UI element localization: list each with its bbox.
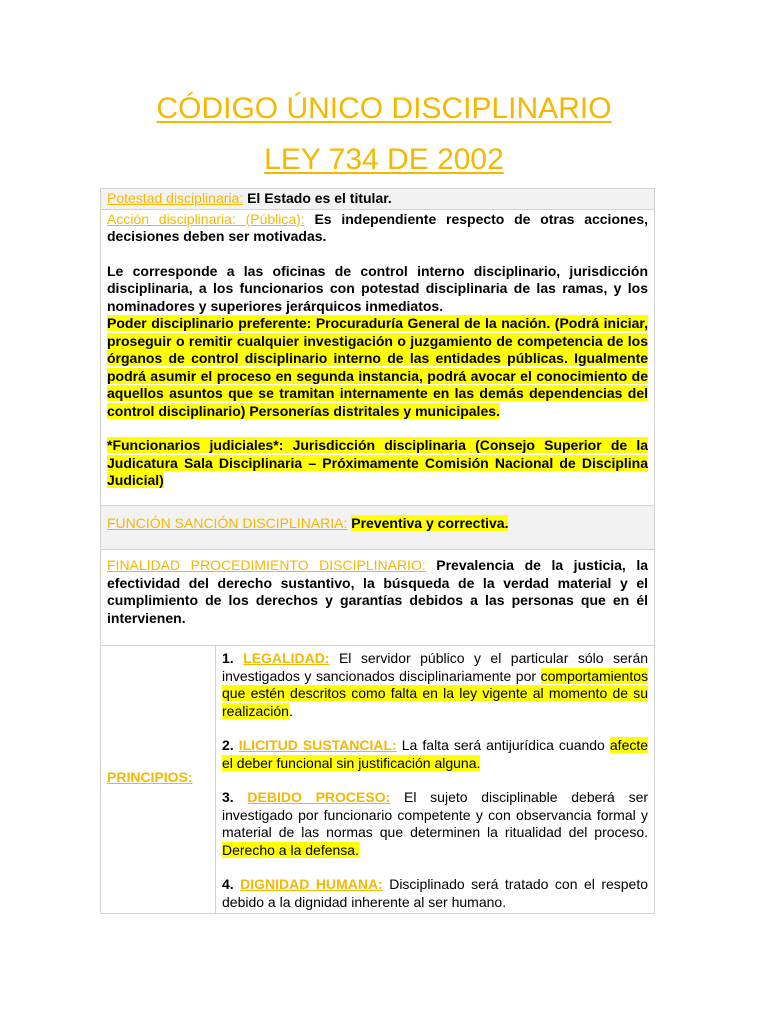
potestad-text: El Estado es el titular. bbox=[243, 190, 392, 206]
funcion-text: Preventiva y correctiva. bbox=[351, 514, 509, 531]
principios-list bbox=[216, 646, 655, 914]
accion-text: Es independiente respecto de otras acciones, decisiones deben ser motivadas. bbox=[107, 210, 649, 244]
table-row bbox=[101, 646, 655, 914]
principios-label: PRINCIPIOS: bbox=[101, 646, 216, 914]
finalidad-label: FINALIDAD PROCEDIMIENTO DISCIPLINARIO: bbox=[107, 557, 426, 573]
table-row bbox=[101, 505, 655, 550]
document-subtitle: LEY 734 DE 2002 bbox=[264, 143, 504, 176]
table-row bbox=[101, 550, 655, 646]
principio-item: 4. DIGNIDAD HUMANA: Disciplinado será tratado con el respeto debido a la dignidad inherente al ser humano. bbox=[222, 876, 649, 910]
document-title: CÓDIGO ÚNICO DISCIPLINARIO bbox=[156, 92, 612, 125]
funcion-label: FUNCIÓN SANCIÓN DISCIPLINARIA: bbox=[107, 514, 348, 531]
principio-item: 2. ILICITUD SUSTANCIAL: La falta será antijurídica cuando afecte el deber funcional sin justificación alguna. bbox=[222, 737, 649, 771]
accion-paragraph: Le corresponde a las oficinas de control interno disciplinario, jurisdicción disciplinaria, a los funcionarios con potestad disciplinaria de las ramas, y los nominadores y superiores jerárquicos inmediatos. bbox=[107, 262, 649, 314]
content-table bbox=[100, 188, 655, 914]
finalidad-text: Prevalencia de la justicia, la efectividad del derecho sustantivo, la búsqueda de la verdad material y el cumplimiento de los derechos y garantías debidos a las personas que en él intervienen. bbox=[107, 557, 649, 626]
principio-item: 1. LEGALIDAD: El servidor público y el particular sólo serán investigados y sancionados disciplinariamente por comportamientos que estén descritos como falta en la ley vigente al momento de su realización. bbox=[222, 650, 649, 719]
principio-item: 3. DEBIDO PROCESO: El sujeto disciplinable deberá ser investigado por funcionario competente y con observancia formal y material de las normas que determinen la ritualidad del proceso. Derecho a la defensa. bbox=[222, 789, 649, 858]
potestad-label: Potestad disciplinaria: bbox=[107, 190, 244, 206]
table-row bbox=[101, 209, 655, 505]
poder-preferente-paragraph: Poder disciplinario preferente: Procuraduría General de la nación. (Podrá iniciar, proseguir o remitir cualquier investigación o juzgamiento de competencia de los órganos de control disciplinario interno de las entidades públicas. Igualmente podrá asumir el proceso en segunda instancia, podrá avocar el conocimiento de aquellos asuntos que se tramitan internamente en las demás dependencias del control disciplinario) Personerías distritales y municipales. bbox=[107, 315, 649, 419]
accion-label: Acción disciplinaria: (Pública): bbox=[107, 210, 305, 227]
table-row bbox=[101, 189, 655, 210]
funcionarios-judiciales-paragraph: *Funcionarios judiciales*: Jurisdicción disciplinaria (Consejo Superior de la Judicatura Sala Disciplinaria – Próximamente Comisión Nacional de Disciplina Judicial) bbox=[107, 437, 649, 488]
